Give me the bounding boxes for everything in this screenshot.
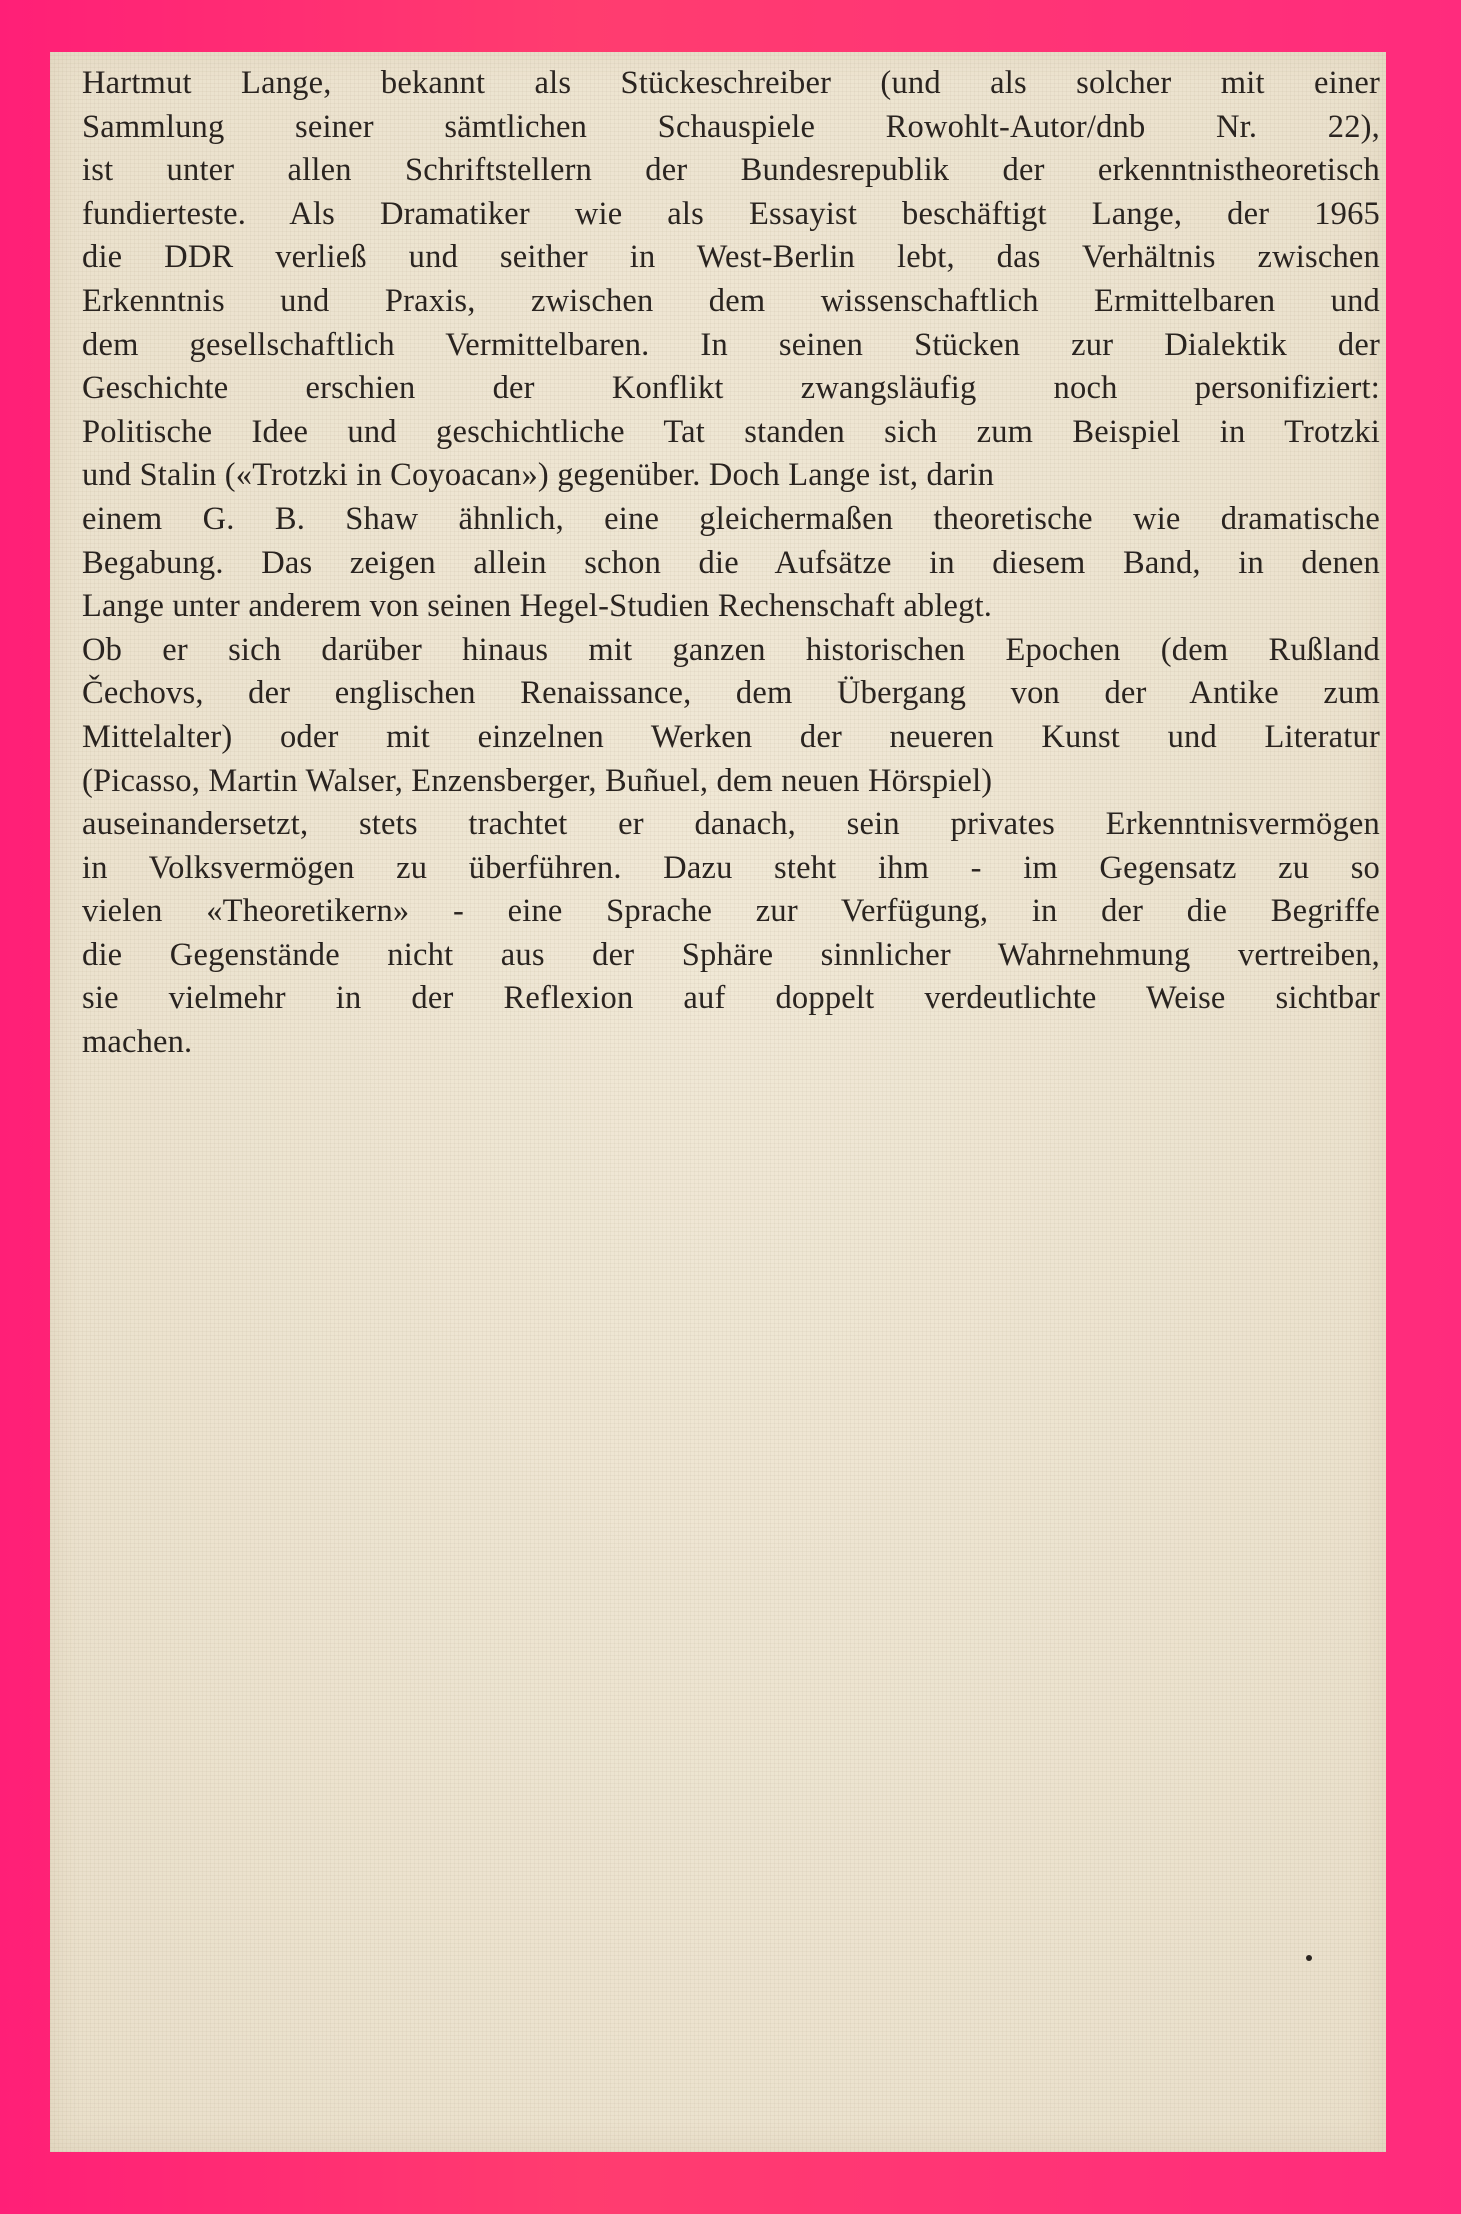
blurb-line: einem G. B. Shaw ähnlich, eine gleichermaßen theoretische wie dramatische: [82, 500, 1380, 537]
blurb-line: und Stalin («Trotzki in Coyoacan») gegenüber. Doch Lange ist, darin: [82, 457, 995, 494]
blurb-line: Mittelalter) oder mit einzelnen Werken der neueren Kunst und Literatur: [82, 718, 1380, 755]
blurb-line: in Volksvermögen zu überführen. Dazu steht ihm - im Gegensatz zu so: [82, 849, 1380, 886]
blurb-line: Erkenntnis und Praxis, zwischen dem wissenschaftlich Ermittelbaren und: [82, 282, 1380, 319]
blurb-line: sie vielmehr in der Reflexion auf doppelt verdeutlichte Weise sichtbar: [82, 980, 1380, 1017]
blurb-line: Ob er sich darüber hinaus mit ganzen historischen Epochen (dem Rußland: [82, 631, 1380, 668]
text-panel: [50, 52, 1386, 2152]
blurb-line: die Gegenstände nicht aus der Sphäre sinnlicher Wahrnehmung vertreiben,: [82, 936, 1380, 973]
blurb-line: Geschichte erschien der Konflikt zwangsläufig noch personifiziert:: [82, 370, 1380, 407]
blurb-text: [82, 62, 1382, 1065]
blurb-line: ist unter allen Schriftstellern der Bundesrepublik der erkenntnistheoretisch: [82, 152, 1380, 189]
blurb-line: Sammlung seiner sämtlichen Schauspiele Rowohlt-Autor/dnb Nr. 22),: [82, 108, 1380, 145]
blurb-line: dem gesellschaftlich Vermittelbaren. In seinen Stücken zur Dialektik der: [82, 326, 1380, 363]
blurb-line: vielen «Theoretikern» - eine Sprache zur Verfügung, in der die Begriffe: [82, 893, 1380, 930]
blurb-line: machen.: [82, 1024, 193, 1061]
blurb-line: Hartmut Lange, bekannt als Stückeschreiber (und als solcher mit einer: [82, 65, 1380, 101]
ink-dot: [1306, 1955, 1312, 1961]
blurb-line: Čechovs, der englischen Renaissance, dem Übergang von der Antike zum: [82, 675, 1380, 712]
blurb-line: auseinandersetzt, stets trachtet er danach, sein privates Erkenntnisvermögen: [82, 806, 1380, 843]
blurb-line: Politische Idee und geschichtliche Tat standen sich zum Beispiel in Trotzki: [82, 413, 1380, 450]
blurb-line: Begabung. Das zeigen allein schon die Aufsätze in diesem Band, in denen: [82, 544, 1380, 581]
blurb-line: Lange unter anderem von seinen Hegel-Studien Rechenschaft ablegt.: [82, 588, 993, 625]
blurb-line: die DDR verließ und seither in West-Berlin lebt, das Verhältnis zwischen: [82, 239, 1380, 276]
blurb-line: fundierteste. Als Dramatiker wie als Essayist beschäftigt Lange, der 1965: [82, 195, 1380, 232]
blurb-line: (Picasso, Martin Walser, Enzensberger, Buñuel, dem neuen Hörspiel): [82, 762, 993, 799]
